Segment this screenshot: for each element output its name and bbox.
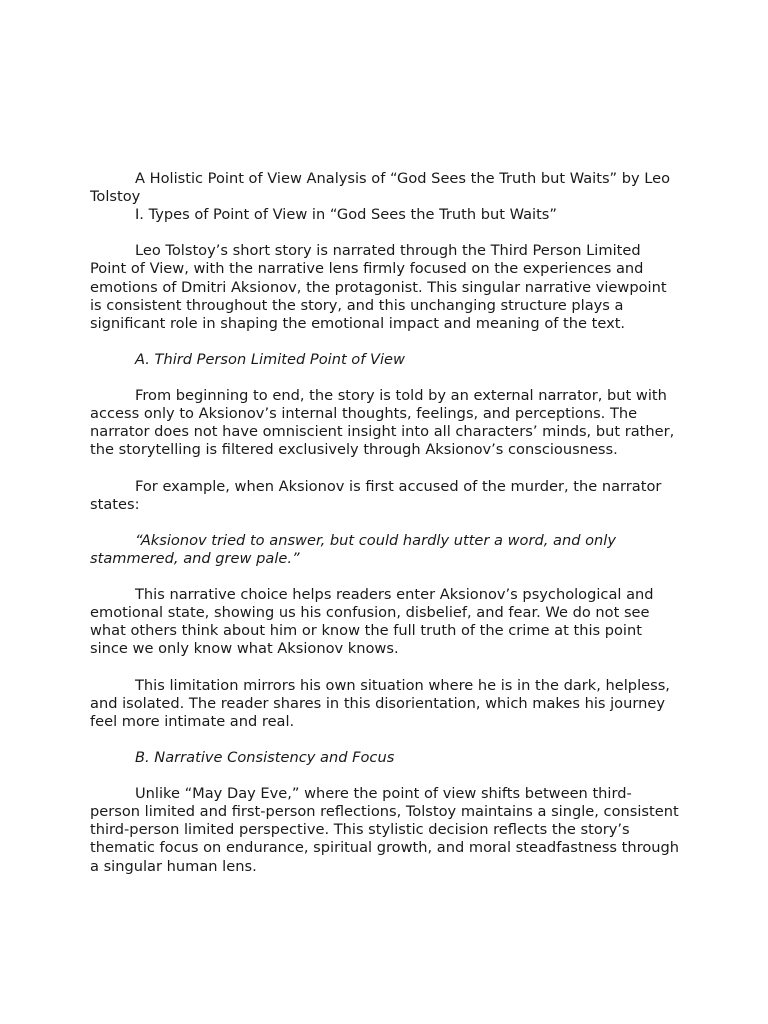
paragraph-gap <box>90 333 680 351</box>
document-body <box>90 170 680 876</box>
paragraph-gap <box>90 514 680 532</box>
paragraph-gap <box>90 659 680 677</box>
paragraph-gap <box>90 369 680 387</box>
paragraph-a2: For example, when Aksionov is first accused of the murder, the narrator states: <box>90 477 662 513</box>
paragraph-gap <box>90 224 680 242</box>
document-title: A Holistic Point of View Analysis of “God Sees the Truth but Waits” by Leo Tolstoy <box>90 170 671 206</box>
paragraph-gap <box>90 568 680 586</box>
paragraph-a4: This limitation mirrors his own situation where he is in the dark, helpless, and isolated. The reader shares in this disorientation, which makes his journey feel more intimate and real. <box>90 676 670 730</box>
paragraph-a1: From beginning to end, the story is told by an external narrator, but with access only to Aksionov’s internal thoughts, feelings, and perceptions. The narrator does not have omniscient insight into all characters’ minds, but rather, the storytelling is filtered exclusively through Aksionov’s consciousness. <box>90 387 675 459</box>
subheading-a: A. Third Person Limited Point of View <box>135 350 405 368</box>
subheading-b: B. Narrative Consistency and Focus <box>135 749 395 766</box>
paragraph-intro: Leo Tolstoy’s short story is narrated through the Third Person Limited Point of View, with the narrative lens firmly focused on the experiences and emotions of Dmitri Aksionov, the protagonist. This singular narrative viewpoint is consistent throughout the story, and this unchanging structure plays a significant role in shaping the emotional impact and meaning of the text. <box>90 242 667 332</box>
paragraph-a3: This narrative choice helps readers enter Aksionov’s psychological and emotional state, showing us his confusion, disbelief, and fear. We do not see what others think about him or know the full truth of the crime at this point since we only know what Aksionov knows. <box>90 586 654 658</box>
quote-a: “Aksionov tried to answer, but could hardly utter a word, and only stammered, and grew pale.” <box>90 531 616 567</box>
paragraph-gap <box>90 767 680 785</box>
paragraph-gap <box>90 460 680 478</box>
paragraph-gap <box>90 731 680 749</box>
paragraph-b1: Unlike “May Day Eve,” where the point of view shifts between third-person limited and first-person reflections, Tolstoy maintains a single, consistent third-person limited perspective. This stylistic decision reflects the story’s thematic focus on endurance, spiritual growth, and moral steadfastness through a singular human lens. <box>90 785 680 875</box>
section-heading: I. Types of Point of View in “God Sees the Truth but Waits” <box>135 206 557 224</box>
